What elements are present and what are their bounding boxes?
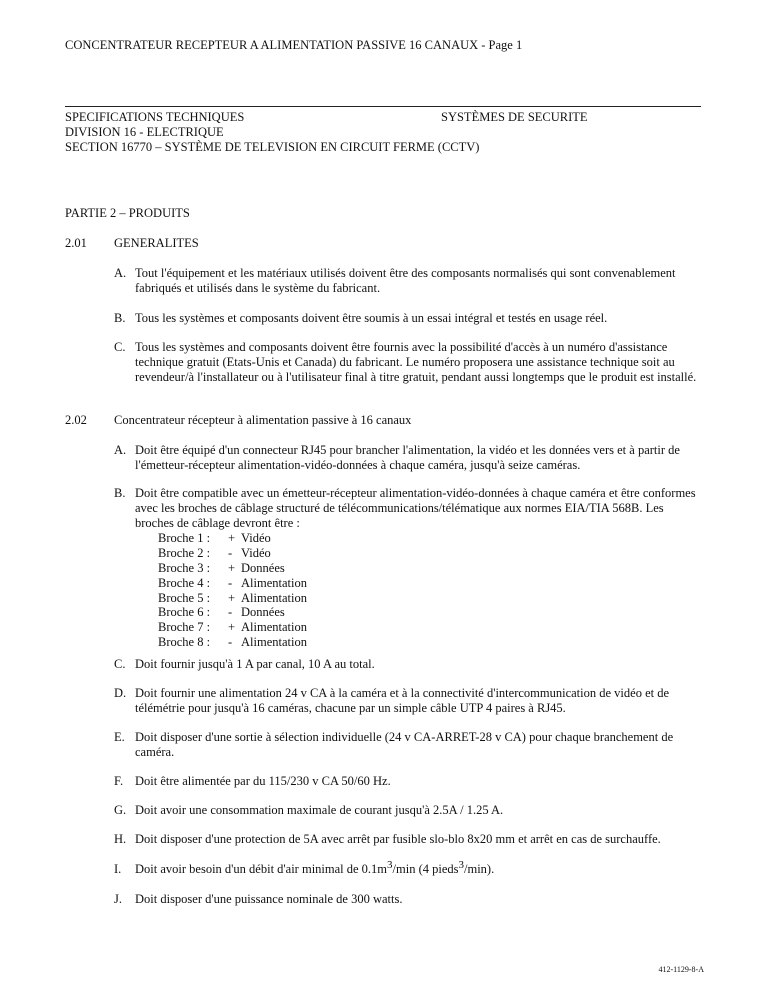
pin-row	[158, 620, 307, 635]
section-number: 2.02	[65, 413, 87, 427]
list-item	[114, 730, 704, 760]
airflow-text-b: /min (4 pieds	[392, 862, 459, 876]
pin-name: Alimentation	[241, 635, 307, 650]
pin-sign: -	[228, 575, 233, 590]
pin-label: Broche 1 :	[158, 531, 211, 545]
section-number: 2.01	[65, 236, 87, 250]
list-item	[114, 774, 704, 789]
superscript: 3	[387, 859, 393, 871]
superscript: 3	[458, 859, 465, 871]
item-letter: E.	[114, 730, 125, 744]
list-item	[114, 340, 704, 385]
item-text: Doit fournir jusqu'à 1 A par canal, 10 A au total.	[135, 657, 375, 671]
list-item	[114, 266, 704, 296]
item-text: Doit être alimentée par du 115/230 v CA 50/60 Hz.	[135, 774, 391, 788]
pin-list	[158, 531, 307, 650]
section-line: SECTION 16770 – SYSTÈME DE TELEVISION EN CIRCUIT FERME (CCTV)	[65, 140, 480, 154]
pin-sign: +	[228, 560, 236, 575]
pin-label: Broche 4 :	[158, 575, 211, 590]
pin-row	[158, 605, 307, 620]
pin-sign: +	[228, 620, 236, 635]
pin-row	[158, 546, 307, 561]
item-text: Doit être compatible avec un émetteur-récepteur alimentation-vidéo-données à chaque caméra et être conformes avec les broches de câblage structuré de télécommunications/télématique aux normes EIA/TIA 568B. Les broches de câblage devront être :	[135, 486, 696, 530]
pin-name: Données	[241, 560, 285, 575]
pin-label: Broche 3 :	[158, 560, 211, 575]
pin-row	[158, 635, 307, 650]
pin-row	[158, 591, 307, 606]
item-letter: B.	[114, 486, 126, 500]
airflow-text-a: Doit avoir besoin d'un débit d'air minimal de 0.1m	[135, 862, 388, 876]
airflow-text-c: /min).	[464, 862, 495, 876]
list-item	[114, 686, 704, 716]
pin-row	[158, 576, 307, 591]
pin-label: Broche 8 :	[158, 635, 211, 650]
item-text: Doit disposer d'une puissance nominale de 300 watts.	[135, 892, 403, 906]
item-text: Doit disposer d'une sortie à sélection individuelle (24 v CA-ARRET-28 v CA) pour chaque branchement de caméra.	[135, 730, 674, 759]
item-text: Doit avoir une consommation maximale de courant jusqu'à 2.5A / 1.25 A.	[135, 803, 504, 817]
pin-sign: -	[228, 635, 233, 650]
item-letter: I.	[114, 862, 122, 876]
pin-label: Broche 6 :	[158, 605, 211, 620]
section-title: Concentrateur récepteur à alimentation passive à 16 canaux	[114, 413, 412, 427]
item-letter: H.	[114, 832, 127, 846]
pin-name: Alimentation	[241, 575, 307, 590]
item-letter: G.	[114, 803, 127, 817]
item-letter: D.	[114, 686, 127, 700]
division-line: DIVISION 16 - ELECTRIQUE	[65, 125, 224, 139]
pin-name: Alimentation	[241, 620, 307, 635]
document-code: 412-1129-8-A	[658, 965, 704, 974]
pin-sign: -	[228, 605, 233, 620]
pin-name: Alimentation	[241, 590, 307, 605]
spec-header-right: SYSTÈMES DE SECURITE	[441, 110, 588, 124]
item-letter: B.	[114, 311, 126, 325]
list-item	[114, 892, 704, 907]
pin-label: Broche 2 :	[158, 545, 211, 560]
list-item	[114, 657, 704, 672]
item-text: Doit disposer d'une protection de 5A avec arrêt par fusible slo-blo 8x20 mm et arrêt en cas de surchauffe.	[135, 832, 661, 846]
item-text: Tous les systèmes and composants doivent être fournis avec la possibilité d'accès à un numéro d'assistance technique gratuit (Etats-Unis et Canada) du fabricant. Le numéro proposera une assistance technique soit au revendeur/à l'installateur ou à l'utilisateur final à titre gratuit, pendant aussi longtemps que le produit est installé.	[135, 340, 697, 384]
pin-row	[158, 531, 307, 546]
list-item	[114, 803, 704, 818]
pin-name: Données	[241, 605, 285, 620]
running-header: CONCENTRATEUR RECEPTEUR A ALIMENTATION PASSIVE 16 CANAUX - Page 1	[65, 38, 523, 52]
list-item	[114, 859, 704, 877]
item-letter: A.	[114, 443, 127, 457]
spec-header-left: SPECIFICATIONS TECHNIQUES	[65, 110, 245, 124]
pin-name: Vidéo	[241, 545, 271, 560]
pin-row	[158, 561, 307, 576]
pin-name: Vidéo	[241, 531, 271, 545]
list-item	[114, 832, 704, 847]
section-title: GENERALITES	[114, 236, 199, 250]
pin-label: Broche 5 :	[158, 590, 211, 605]
item-text: Doit être équipé d'un connecteur RJ45 pour brancher l'alimentation, la vidéo et les données vers et à partir de l'émetteur-récepteur alimentation-vidéo-données à chaque caméra, jusqu'à seize caméras.	[135, 443, 680, 472]
item-letter: C.	[114, 657, 126, 671]
item-letter: J.	[114, 892, 122, 906]
list-item	[114, 311, 704, 326]
pin-label: Broche 7 :	[158, 620, 211, 635]
spec-header	[65, 106, 701, 155]
list-item	[114, 443, 704, 473]
item-letter: C.	[114, 340, 126, 354]
item-text: Tout l'équipement et les matériaux utilisés doivent être des composants normalisés qui sont convenablement fabriqués et utilisés dans le système du fabricant.	[135, 266, 676, 295]
part-title: PARTIE 2 – PRODUITS	[65, 206, 190, 220]
list-item	[114, 486, 704, 531]
pin-sign: +	[228, 590, 236, 605]
item-letter: F.	[114, 774, 124, 788]
item-text: Doit fournir une alimentation 24 v CA à la caméra et à la connectivité d'intercommunication de vidéo et de télémétrie pour jusqu'à 16 caméras, chacune par un simple câble UTP 4 paires à RJ45.	[135, 686, 670, 715]
item-letter: A.	[114, 266, 127, 280]
item-text	[135, 859, 704, 877]
item-text: Tous les systèmes et composants doivent être soumis à un essai intégral et testés en usage réel.	[135, 311, 608, 325]
pin-sign: +	[228, 531, 236, 545]
pin-sign: -	[228, 545, 233, 560]
